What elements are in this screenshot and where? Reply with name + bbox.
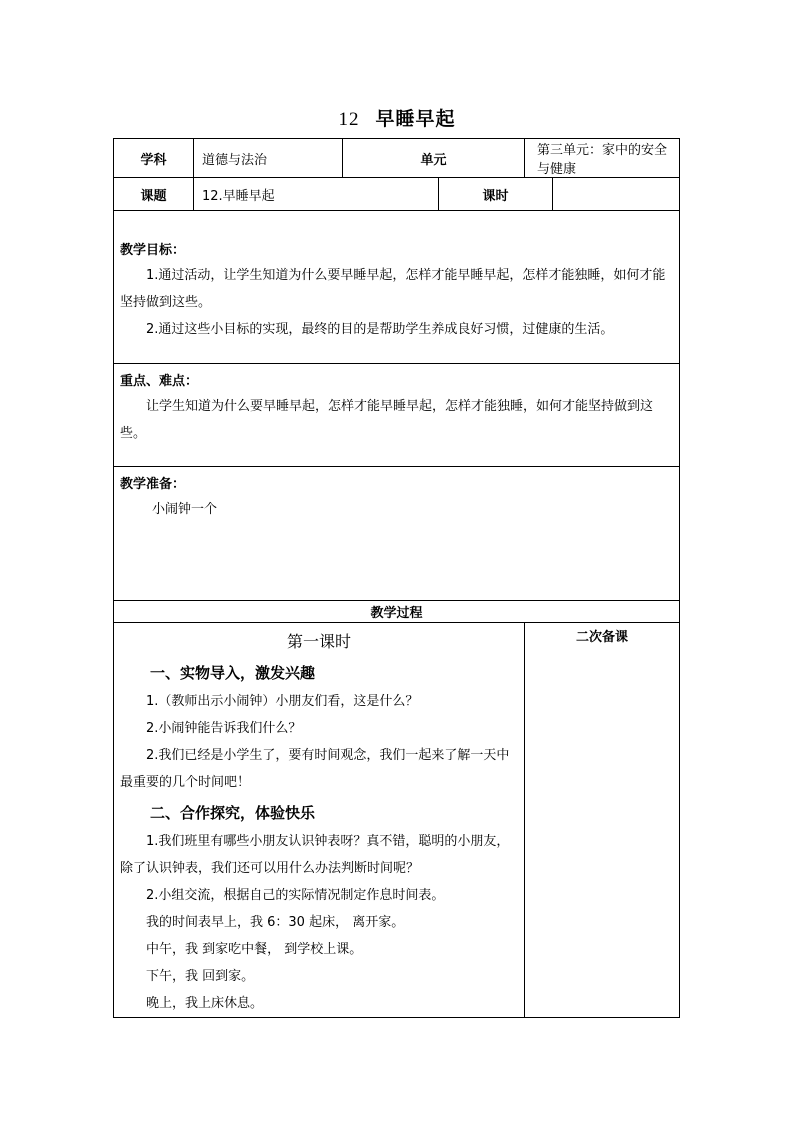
period-title: 第一课时 <box>287 632 352 651</box>
process-header-row <box>114 601 680 623</box>
part2-line-5: 下午，我 回到家。 <box>146 969 255 984</box>
lesson-plan-table <box>113 138 680 1018</box>
period-label: 课时 <box>439 178 553 211</box>
topic-value: 12.早睡早起 <box>194 178 439 211</box>
side-heading: 二次备课 <box>576 630 629 645</box>
key-points-text: 让学生知道为什么要早睡早起，怎样才能早睡早起，怎样才能独睡，如何才能坚持做到这些。 <box>120 399 654 441</box>
key-points-cell <box>114 364 680 467</box>
goal-item-2: 2.通过这些小目标的实现，最终的目的是帮助学生养成良好习惯，过健康的生活。 <box>146 322 614 337</box>
part2-line-2: 2.小组交流，根据自己的实际情况制定作息时间表。 <box>146 888 445 903</box>
process-main-cell <box>114 623 525 1018</box>
preparation-heading: 教学准备： <box>120 477 186 492</box>
goal-item-1: 1.通过活动，让学生知道为什么要早睡早起，怎样才能早睡早起，怎样才能独睡，如何才能坚持做到这些。 <box>120 268 666 310</box>
subject-label: 学科 <box>114 139 194 178</box>
preparation-row <box>114 467 680 601</box>
process-side-cell <box>525 623 680 1018</box>
goals-cell <box>114 211 680 364</box>
title-number: 12 <box>338 109 360 130</box>
title-text: 早睡早起 <box>375 108 456 130</box>
header-row-2 <box>114 178 680 211</box>
part2-line-3: 我的时间表早上，我 6：30 起床， 离开家。 <box>146 915 405 930</box>
part2-line-4: 中午，我 到家吃中餐， 到学校上课。 <box>146 942 363 957</box>
process-body-row <box>114 623 680 1018</box>
subject-value: 道德与法治 <box>194 139 343 178</box>
page-title <box>0 104 794 131</box>
header-row-1 <box>114 139 680 178</box>
part2-heading: 二、合作探究，体验快乐 <box>150 804 316 822</box>
goals-heading: 教学目标： <box>120 243 186 258</box>
part2-line-1: 1.我们班里有哪些小朋友认识钟表呀？真不错，聪明的小朋友，除了认识钟表，我们还可以用什么办法判断时间呢？ <box>120 834 510 876</box>
part1-line-2: 2.小闹钟能告诉我们什么？ <box>146 721 302 736</box>
topic-label: 课题 <box>114 178 194 211</box>
unit-label: 单元 <box>343 139 525 178</box>
period-value <box>553 178 680 211</box>
preparation-text: 小闹钟一个 <box>152 502 218 517</box>
goals-row <box>114 211 680 364</box>
part1-line-3: 2.我们已经是小学生了，要有时间观念，我们一起来了解一天中最重要的几个时间吧！ <box>120 748 510 790</box>
part1-heading: 一、实物导入，激发兴趣 <box>150 664 316 682</box>
part2-line-6: 晚上，我上床休息。 <box>146 996 264 1011</box>
process-heading: 教学过程 <box>114 601 680 623</box>
key-points-heading: 重点、难点： <box>120 374 199 389</box>
preparation-cell <box>114 467 680 601</box>
part1-line-1: 1.（教师出示小闹钟）小朋友们看，这是什么？ <box>146 694 419 709</box>
unit-value: 第三单元：家中的安全与健康 <box>525 139 680 178</box>
key-points-row <box>114 364 680 467</box>
